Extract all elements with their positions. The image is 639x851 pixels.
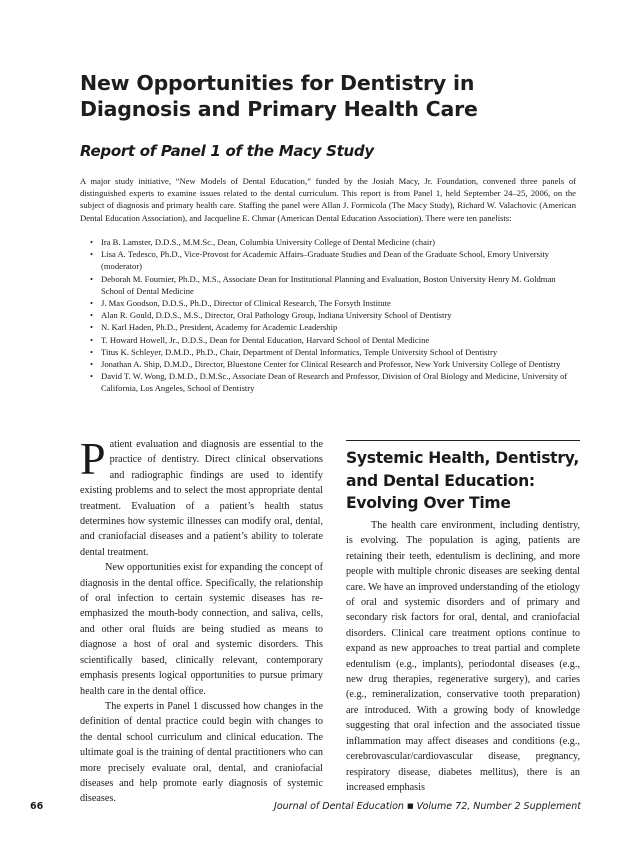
bullet-icon: •	[90, 346, 94, 357]
panelist-text: N. Karl Haden, Ph.D., President, Academy for Academic Leadership	[101, 322, 338, 333]
list-item	[80, 321, 576, 333]
list-item	[80, 273, 576, 297]
list-item	[80, 248, 576, 272]
heading-line-2: and Dental Education:	[346, 471, 535, 490]
bullet-icon: •	[90, 237, 94, 247]
panelist-text: Titus K. Schleyer, D.M.D., Ph.D., Chair, Department of Dental Informatics, Temple University School of Dentistry	[101, 346, 498, 357]
list-item	[80, 309, 576, 321]
panelist-text: Ira B. Lamster, D.D.S., M.M.Sc., Dean, Columbia University College of Dental Medicine (chair)	[101, 237, 436, 247]
journal-name: Journal of Dental Education	[274, 801, 404, 812]
heading-line-1: Systemic Health, Dentistry,	[346, 449, 580, 467]
panelist-text: T. Howard Howell, Jr., D.D.S., Dean for Dental Education, Harvard School of Dental Medicine	[101, 334, 430, 345]
journal-issue: Volume 72, Number 2 Supplement	[416, 801, 581, 812]
bullet-icon: •	[90, 310, 94, 321]
body-paragraph: The experts in Panel 1 discussed how changes in the definition of dental practice could begin with changes to the dental school curriculum and clinical education. The ultimate goal is the training of dental practitioners who can more precisely evaluate oral, dental, and craniofacial diseases and help promote early diagnosis of systemic diseases.	[80, 700, 323, 805]
panelist-text: Lisa A. Tedesco, Ph.D., Vice-Provost for Academic Affairs–Graduate Studies and Dean of the Graduate School, Emory University (moderator)	[101, 249, 550, 272]
list-item	[80, 236, 576, 248]
heading-line-3: Evolving Over Time	[346, 494, 511, 512]
panelist-text: Jonathan A. Ship, D.M.D., Director, Bluestone Center for Clinical Research and Professor, New York University College of Dentistry	[101, 359, 561, 370]
page-footer	[30, 801, 581, 815]
title-line-1: New Opportunities for Dentistry in	[80, 71, 475, 95]
body-paragraph: New opportunities exist for expanding the concept of diagnosis in the dental office. Specifically, the relationship of oral infection to certain systemic diseases has re-emphasized the mouth-body connection, and saliva, cells, and other oral fluids are being studied as means to diagnose a host of oral and systemic disorders. This scientifically based, clinically relevant, contemporary emphasis presents logical opportunities to pursue primary health care in the dental office.	[80, 562, 323, 697]
bullet-icon: •	[90, 249, 94, 260]
right-column	[346, 518, 580, 795]
body-paragraph	[80, 433, 323, 560]
list-item	[80, 346, 576, 358]
left-column	[80, 433, 323, 807]
panelist-list	[80, 236, 576, 395]
bullet-icon: •	[90, 322, 94, 333]
panelist-text: Alan R. Gould, D.D.S., M.S., Director, Oral Pathology Group, Indiana University School of Dentistry	[101, 310, 452, 321]
paragraph-text: atient evaluation and diagnosis are essential to the practice of dentistry. Direct clinical observations and radiographic findings are used to identify existing problems and to select the most appropriate dental treatment. Evaluation of a patient’s health status determines how systemic illnesses can modify oral, dental, and craniofacial diseases and a patient’s ability to tolerate dental treatment.	[80, 439, 323, 558]
square-separator-icon: ■	[406, 802, 414, 810]
panelist-text: David T. W. Wong, D.M.D., D.M.Sc., Associate Dean of Research and Professor, Division of Oral Biology and Medicine, University of California, Los Angeles, School of Dentistry	[101, 371, 568, 394]
list-item	[80, 334, 576, 346]
section-heading	[346, 447, 586, 515]
list-item	[80, 358, 576, 370]
bullet-icon: •	[90, 371, 94, 382]
bullet-icon: •	[90, 359, 94, 370]
journal-citation	[274, 801, 581, 812]
panelist-text: Deborah M. Fournier, Ph.D., M.S., Associate Dean for Institutional Planning and Evaluation, Boston University Henry M. Goldman School of Dental Medicine	[101, 273, 556, 296]
article-title	[80, 70, 600, 122]
title-line-2: Diagnosis and Primary Health Care	[80, 97, 478, 121]
intro-paragraph: A major study initiative, “New Models of Dental Education,” funded by the Josiah Macy, Jr. Foundation, convened three panels of distinguished experts to examine issues related to the dental curriculum. This report is from Panel 1, held September 24–25, 2006, on the subject of diagnosis and primary health care. Staffing the panel were Allan J. Formicola (The Macy Study), Richard W. Valachovic (American Dental Education Association), and Jacqueline E. Chmar (American Dental Education Association). There were ten panelists:	[80, 176, 576, 223]
page-number: 66	[30, 801, 44, 812]
bullet-icon: •	[90, 298, 94, 309]
section-divider	[346, 440, 580, 441]
list-item	[80, 370, 576, 394]
bullet-icon: •	[90, 273, 94, 284]
list-item	[80, 297, 576, 309]
drop-cap: P	[80, 433, 106, 484]
article-subtitle: Report of Panel 1 of the Macy Study	[80, 142, 374, 160]
panelist-text: J. Max Goodson, D.D.S., Ph.D., Director of Clinical Research, The Forsyth Institute	[101, 298, 391, 309]
body-paragraph: The health care environment, including dentistry, is evolving. The population is aging, patients are retaining their teeth, edentulism is declining, and more people with multiple chronic diseases are seeking dental care. We have an improved understanding of the etiology of oral and systemic disorders and of primary and secondary risk factors for oral, dental, and craniofacial disorders. Clinical care treatment options continue to expand as new approaches to treat partial and complete edentulism (e.g., implants), periodontal diseases (e.g., new drug therapies, regenerative surgery), and caries (e.g., remineralization, conservative tooth preparation) are introduced. With a growing body of knowledge suggesting that oral infection and the associated tissue inflammation may affect diseases and conditions (e.g., cerebrovascular/cardiovascular disease, pregnancy, respiratory disease, diabetes mellitus), there is an increased emphasis	[346, 520, 580, 793]
bullet-icon: •	[90, 334, 94, 345]
